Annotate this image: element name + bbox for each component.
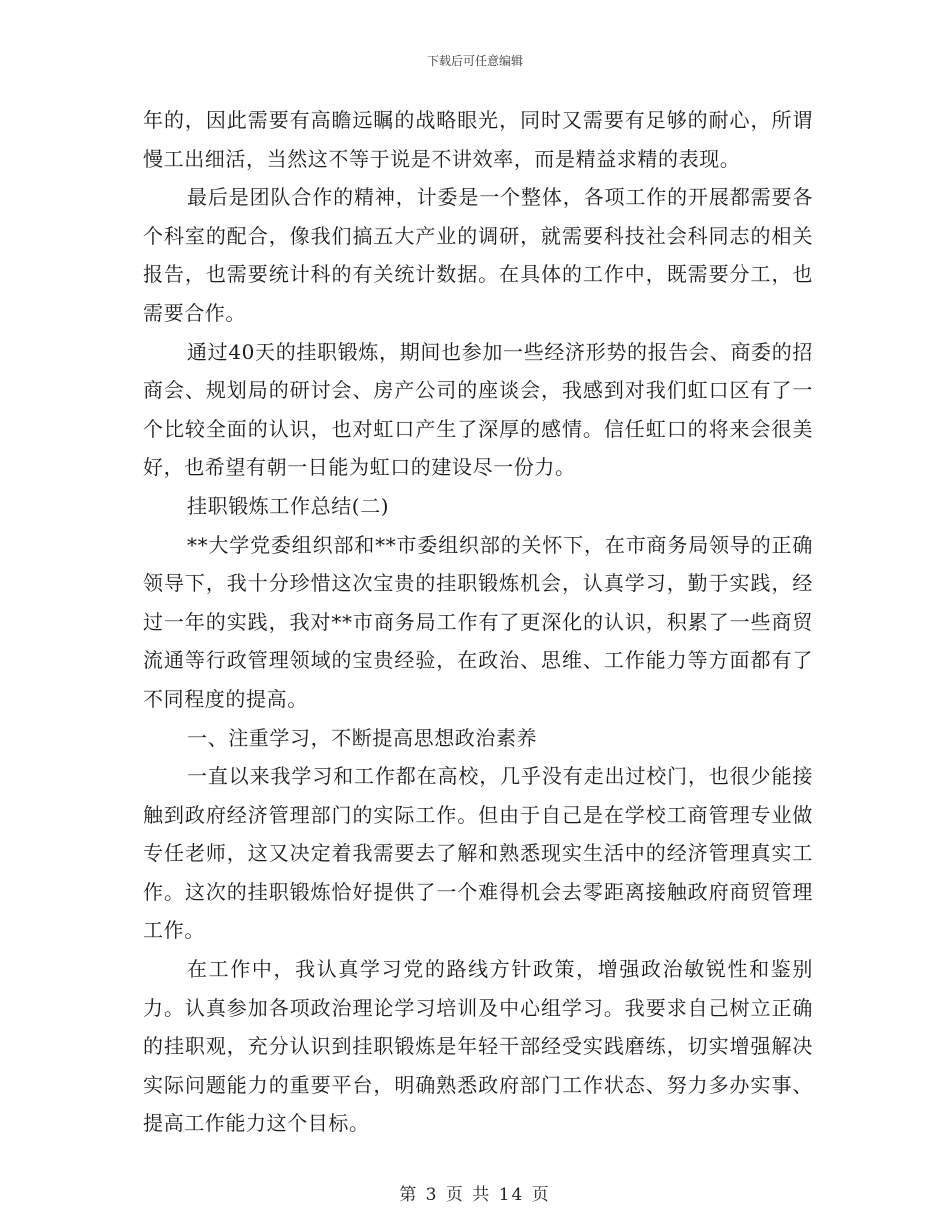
paragraph-2: 最后是团队合作的精神，计委是一个整体，各项工作的开展都需要各个科室的配合，像我们搞五大产业的调研，就需要科技社会科同志的相关报告，也需要统计科的有关统计数据。在具体的工作中，既需要分工，也需要合作。 bbox=[143, 185, 813, 325]
page-header-note: 下载后可任意编辑 bbox=[426, 54, 523, 68]
paragraph-8: 在工作中，我认真学习党的路线方针政策，增强政治敏锐性和鉴别力。认真参加各项政治理论学习培训及中心组学习。我要求自己树立正确的挂职观，充分认识到挂职锻炼是年轻干部经受实践磨练，切实增强解决实际问题能力的重要平台，明确熟悉政府部门工作状态、努力多办实事、提高工作能力这个目标。 bbox=[143, 957, 813, 1136]
paragraph-3: 通过40天的挂职锻炼，期间也参加一些经济形势的报告会、商委的招商会、规划局的研讨会、房产公司的座谈会，我感到对我们虹口区有了一个比较全面的认识，也对虹口产生了深厚的感情。信任虹口的将来会很美好，也希望有朝一日能为虹口的建设尽一份力。 bbox=[143, 339, 813, 480]
subsection-heading: 一、注重学习，不断提高思想政治素养 bbox=[187, 725, 538, 750]
paragraph-5: **大学党委组织部和**市委组织部的关怀下，在市商务局领导的正确领导下，我十分珍惜这次宝贵的挂职锻炼机会，认真学习，勤于实践，经过一年的实践，我对**市商务局工作有了更深化的认识，积累了一些商贸流通等行政管理领域的宝贵经验，在政治、思维、工作能力等方面都有了不同程度的提高。 bbox=[143, 532, 813, 711]
section-title: 挂职锻炼工作总结(二) bbox=[187, 493, 390, 518]
document-body bbox=[143, 101, 813, 1143]
paragraph-1: 年的，因此需要有高瞻远瞩的战略眼光，同时又需要有足够的耐心，所谓慢工出细活，当然这不等于说是不讲效率，而是精益求精的表现。 bbox=[143, 108, 813, 171]
paragraph-7: 一直以来我学习和工作都在高校，几乎没有走出过校门，也很少能接触到政府经济管理部门的实际工作。但由于自己是在学校工商管理专业做专任老师，这又决定着我需要去了解和熟悉现实生活中的经济管理真实工作。这次的挂职锻炼恰好提供了一个难得机会去零距离接触政府商贸管理工作。 bbox=[143, 764, 813, 943]
page-number: 第 3 页 共 14 页 bbox=[399, 1185, 551, 1205]
